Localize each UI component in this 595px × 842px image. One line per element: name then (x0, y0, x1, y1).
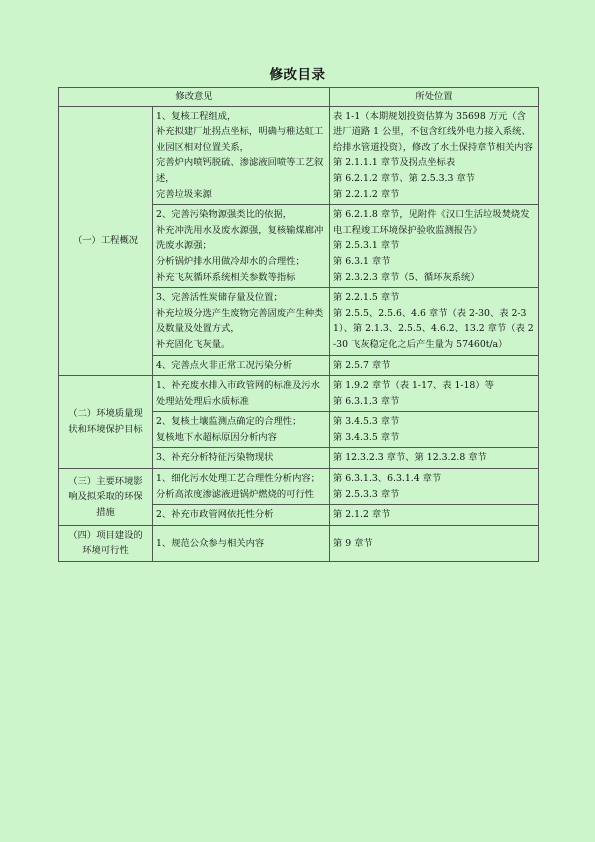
location-cell (330, 205, 539, 288)
location-cell (330, 106, 539, 205)
opinion-line: 补充拟建厂址拐点坐标，明确与稚达虹工业园区相对位置关系， (156, 126, 324, 153)
opinion-cell (153, 469, 330, 505)
table-row (59, 376, 539, 412)
location-line: 第 2.2.1.2 章节 (333, 188, 400, 200)
opinion-cell (153, 448, 330, 469)
location-line: 第 6.2.1.2 章节、第 2.5.3.3 章节 (333, 172, 475, 184)
location-line: 第 2.2.1.5 章节 (333, 292, 400, 304)
opinion-line: 补充冲洗用水及废水源强，复核输煤廊冲洗废水源强； (156, 224, 324, 252)
opinion-cell (153, 288, 330, 355)
opinion-line: 1、规范公众参与相关内容 (156, 537, 265, 549)
opinion-line: 4、完善点火非正常工况污染分析 (156, 359, 293, 371)
opinion-cell (153, 205, 330, 288)
location-line: 第 6.2.1.8 章节，见附件《汉口生活垃圾焚烧发电工程竣工环境保护验收监测报告》 (333, 209, 530, 236)
location-cell (330, 376, 539, 412)
table-row (59, 469, 539, 505)
section-label: （四）项目建设的环境可行性 (59, 525, 153, 561)
location-line: 第 2.5.7 章节 (333, 359, 391, 371)
opinion-line: 分析高浓度渗滤液进锅炉燃烧的可行性 (156, 488, 315, 500)
opinion-cell (153, 412, 330, 448)
opinion-line: 分析锅炉排水用做冷却水的合理性； (156, 255, 305, 267)
location-line: 第 9 章节 (333, 537, 373, 549)
location-cell (330, 288, 539, 355)
header-location: 所处位置 (330, 88, 539, 107)
location-line: 第 12.3.2.3 章节、第 12.3.2.8 章节 (333, 452, 487, 464)
opinion-line: 完善炉内喷钙脱硫、渗滤液回喷等工艺叙述， (156, 157, 324, 184)
location-line: 第 6.3.1.3、6.3.1.4 章节 (333, 473, 442, 485)
section-label: （三）主要环境影响及拟采取的环保措施 (59, 469, 153, 526)
location-cell (330, 412, 539, 448)
location-line: 第 2.1.1.1 章节及拐点坐标表 (333, 157, 456, 169)
location-line: 第 2.5.3.1 章节 (333, 240, 400, 252)
location-line: 第 2.1.2 章节 (333, 509, 391, 521)
location-line: 第 6.3.1.3 章节 (333, 395, 400, 407)
opinion-line: 3、完善活性炭储存量及位置； (156, 292, 283, 304)
location-line: 第 3.4.5.3 章节 (333, 416, 400, 428)
section-label: （二）环境质量现状和环境保护目标 (59, 376, 153, 469)
opinion-line: 3、补充分析特征污染物现状 (156, 452, 274, 464)
location-line: 第 1.9.2 章节（表 1-17、表 1-18）等 (333, 380, 494, 392)
opinion-line: 1、补充废水排入市政管网的标准及污水处理站处理后水质标准 (156, 380, 320, 407)
opinion-cell (153, 106, 330, 205)
opinion-cell (153, 525, 330, 561)
table-header-row (59, 88, 539, 107)
opinion-cell (153, 505, 330, 526)
location-line: 第 6.3.1 章节 (333, 255, 391, 267)
opinion-line: 1、细化污水处理工艺合理性分析内容； (156, 473, 320, 485)
location-cell (330, 505, 539, 526)
location-line: 第 3.4.3.5 章节 (333, 431, 400, 443)
location-cell (330, 448, 539, 469)
opinion-line: 2、补充市政管网依托性分析 (156, 509, 274, 521)
opinion-line: 补充垃圾分选产生废物完善固废产生种类及数量及处置方式， (156, 307, 324, 335)
opinion-line: 1、复核工程组成， (156, 110, 237, 122)
opinion-line: 补充飞灰循环系统相关参数等指标 (156, 271, 296, 283)
location-cell (330, 469, 539, 505)
opinion-line: 完善垃圾来源 (156, 188, 212, 200)
revision-table (58, 87, 539, 562)
location-line: 第 2.3.2.3 章节（5、循环灰系统） (333, 271, 480, 283)
opinion-line: 补充固化飞灰量。 (156, 338, 231, 350)
opinion-cell (153, 355, 330, 376)
location-cell (330, 525, 539, 561)
header-opinion: 修改意见 (59, 88, 330, 107)
page-title: 修改目录 (269, 67, 326, 83)
opinion-line: 2、完善污染物源强类比的依据， (156, 209, 293, 221)
section-label: （一）工程概况 (59, 106, 153, 376)
opinion-line: 复核地下水超标原因分析内容 (156, 431, 277, 443)
location-line: 表 1-1（本期规划投资估算为 35698 万元（含进厂道路 1 公里，不包含红线外电力接入系统、给排水管道投资），修改了水土保持章节相关内容 (333, 110, 533, 153)
location-line: 第 2.5.3.3 章节 (333, 488, 400, 500)
location-line: 第 2.5.5、2.5.6、4.6 章节（表 2-30、表 2-31）、第 2.1.3、2.5.5、4.6.2、13.2 章节（表 2-30 飞灰稳定化之后产生量为 57460t/a） (333, 307, 534, 350)
opinion-cell (153, 376, 330, 412)
table-row (59, 106, 539, 205)
opinion-line: 2、复核土壤监测点确定的合理性； (156, 416, 302, 428)
location-cell (330, 355, 539, 376)
table-row (59, 525, 539, 561)
